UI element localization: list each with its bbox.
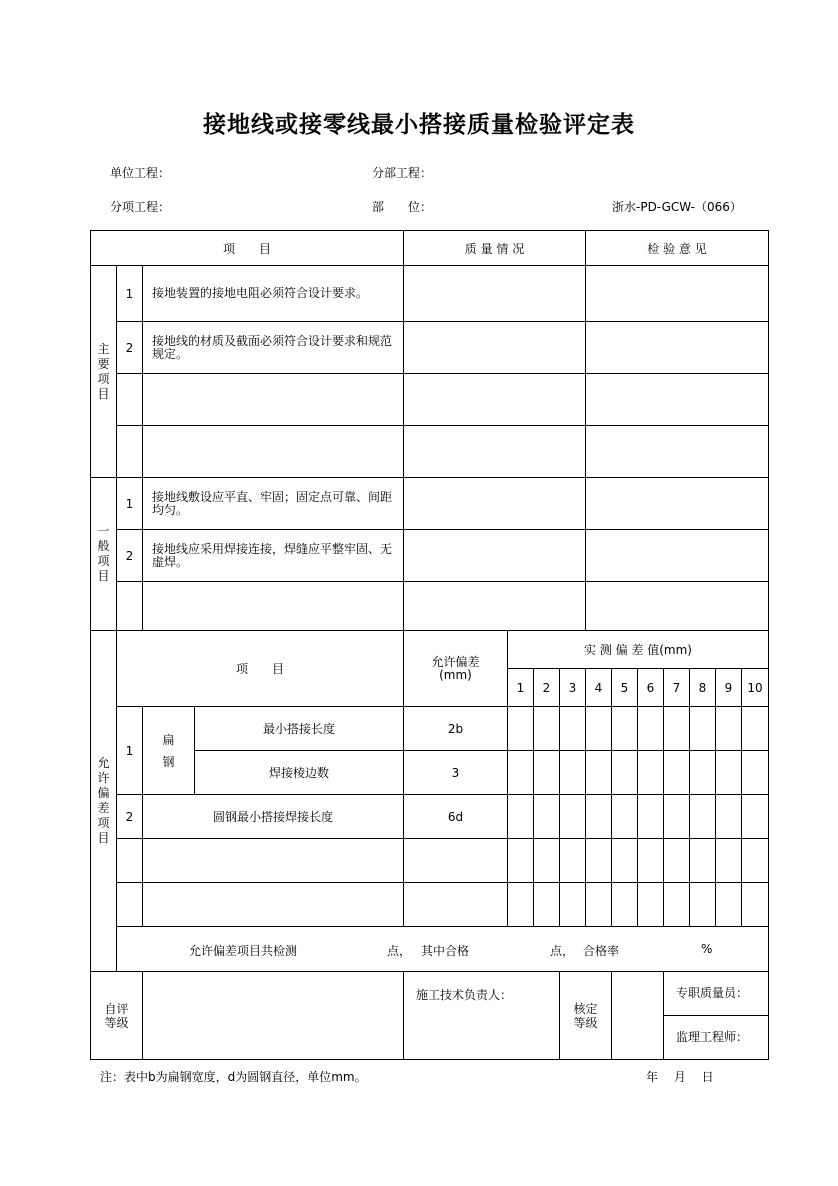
tolerance-row — [91, 795, 769, 839]
general-item-text: 接地线敷设应平直、牢固；固定点可靠、间距均匀。 — [143, 478, 404, 530]
measured-cell[interactable] — [534, 751, 560, 795]
self-grade-label: 自评 等级 — [91, 972, 143, 1060]
measured-cell[interactable] — [690, 795, 716, 839]
measured-cell[interactable] — [716, 795, 742, 839]
measured-cell[interactable] — [534, 839, 560, 883]
measured-cell[interactable] — [612, 707, 638, 751]
measured-cell[interactable] — [586, 883, 612, 927]
quality-cell[interactable] — [404, 266, 586, 322]
item-text-empty[interactable] — [143, 582, 404, 631]
location-label: 部 位： — [372, 200, 433, 214]
measured-cell[interactable] — [716, 751, 742, 795]
measure-number: 3 — [560, 669, 586, 707]
quality-cell[interactable] — [404, 322, 586, 374]
allowable-value: 6d — [404, 795, 508, 839]
main-items-group-label: 主要项目 — [91, 266, 117, 478]
measure-number: 7 — [664, 669, 690, 707]
measured-cell[interactable] — [742, 839, 769, 883]
measured-cell[interactable] — [534, 707, 560, 751]
allowable-value: 2b — [404, 707, 508, 751]
general-items-group-label: 一般项目 — [91, 478, 117, 631]
item-text-empty[interactable] — [143, 374, 404, 426]
self-grade-value[interactable] — [143, 972, 404, 1060]
measured-cell[interactable] — [638, 795, 664, 839]
measured-cell[interactable] — [560, 883, 586, 927]
measured-cell[interactable] — [638, 839, 664, 883]
main-item-row-empty — [91, 426, 769, 478]
supervisor-label: 监理工程师： — [664, 1016, 769, 1060]
measured-cell[interactable] — [690, 751, 716, 795]
verify-grade-value[interactable] — [612, 972, 664, 1060]
measured-cell[interactable] — [560, 795, 586, 839]
opinion-cell[interactable] — [586, 582, 769, 631]
main-item-row — [91, 322, 769, 374]
page-title: 接地线或接零线最小搭接质量检验评定表 — [203, 112, 635, 138]
tolerance-item-name: 最小搭接长度 — [195, 707, 404, 751]
measured-cell[interactable] — [742, 795, 769, 839]
opinion-cell[interactable] — [586, 322, 769, 374]
measured-cell[interactable] — [508, 795, 534, 839]
measured-cell[interactable] — [508, 751, 534, 795]
date-label: 年 月 日 — [646, 1070, 714, 1084]
unit-project-label: 单位工程： — [110, 166, 171, 180]
measured-cell[interactable] — [716, 883, 742, 927]
measured-cell[interactable] — [716, 839, 742, 883]
tolerance-item-header: 项 目 — [117, 631, 404, 707]
general-item-row-empty — [91, 582, 769, 631]
summary-passed-label: 其中合格 — [421, 944, 470, 958]
opinion-cell[interactable] — [586, 426, 769, 478]
row-number-empty — [117, 883, 143, 927]
tolerance-row-empty — [91, 883, 769, 927]
quality-officer-label: 专职质量员： — [664, 972, 769, 1016]
tolerance-item-name: 圆钢最小搭接焊接长度 — [143, 795, 404, 839]
row-number: 1 — [117, 266, 143, 322]
measured-cell[interactable] — [508, 839, 534, 883]
measure-number: 6 — [638, 669, 664, 707]
main-item-text: 接地装置的接地电阻必须符合设计要求。 — [143, 266, 404, 322]
item-text-empty[interactable] — [143, 839, 404, 883]
measured-cell[interactable] — [742, 751, 769, 795]
quality-column-header: 质 量 情 况 — [404, 231, 586, 266]
measured-cell[interactable] — [612, 795, 638, 839]
opinion-cell[interactable] — [586, 374, 769, 426]
row-number-empty — [117, 374, 143, 426]
row-number: 1 — [117, 478, 143, 530]
item-text-empty[interactable] — [143, 426, 404, 478]
measured-cell[interactable] — [560, 751, 586, 795]
tolerance-header-row — [91, 631, 769, 669]
sub-item-label: 分项工程： — [110, 200, 171, 214]
summary-percent-sign: % — [701, 942, 713, 956]
verify-grade-label: 核定 等级 — [560, 972, 612, 1060]
measure-number: 9 — [716, 669, 742, 707]
measured-cell[interactable] — [664, 883, 690, 927]
measured-cell[interactable] — [664, 707, 690, 751]
summary-row — [91, 927, 769, 972]
measured-cell[interactable] — [612, 883, 638, 927]
measured-cell[interactable] — [612, 751, 638, 795]
measured-cell[interactable] — [664, 839, 690, 883]
measured-cell[interactable] — [586, 751, 612, 795]
measured-cell[interactable] — [586, 707, 612, 751]
main-item-row-empty — [91, 374, 769, 426]
opinion-column-header: 检 验 意 见 — [586, 231, 769, 266]
measured-cell[interactable] — [664, 795, 690, 839]
measured-cell[interactable] — [638, 751, 664, 795]
header-row — [91, 231, 769, 266]
measured-cell[interactable] — [742, 883, 769, 927]
measured-cell[interactable] — [612, 839, 638, 883]
measure-number: 4 — [586, 669, 612, 707]
tolerance-group-label: 允许偏差项目 — [91, 631, 117, 972]
measured-cell[interactable] — [716, 707, 742, 751]
footnote: 注：表中b为扁钢宽度，d为圆钢直径，单位mm。 — [100, 1070, 367, 1084]
measure-number: 1 — [508, 669, 534, 707]
summary-total-label: 允许偏差项目共检测 — [189, 944, 298, 958]
item-text-empty[interactable] — [143, 883, 404, 927]
main-item-text: 接地线的材质及截面必须符合设计要求和规范规定。 — [143, 322, 404, 374]
measured-cell[interactable] — [586, 795, 612, 839]
row-number: 2 — [117, 795, 143, 839]
measure-number: 8 — [690, 669, 716, 707]
opinion-cell[interactable] — [586, 530, 769, 582]
tolerance-row-empty — [91, 839, 769, 883]
measured-cell[interactable] — [690, 707, 716, 751]
form-code: 浙水-PD-GCW-（066） — [612, 200, 742, 214]
allowable-deviation-header: 允许偏差 (mm) — [404, 631, 508, 707]
row-number-empty — [117, 426, 143, 478]
inspection-table — [90, 230, 769, 1060]
row-number: 2 — [117, 322, 143, 374]
measured-cell[interactable] — [638, 707, 664, 751]
measured-cell[interactable] — [560, 839, 586, 883]
measure-number: 2 — [534, 669, 560, 707]
summary-points-unit: 点， — [387, 944, 412, 958]
flat-steel-label: 扁钢 — [143, 707, 195, 795]
allowable-empty[interactable] — [404, 883, 508, 927]
measured-cell[interactable] — [534, 883, 560, 927]
opinion-cell[interactable] — [586, 266, 769, 322]
main-item-row — [91, 266, 769, 322]
measured-cell[interactable] — [638, 883, 664, 927]
tech-lead-label: 施工技术负责人： — [404, 972, 560, 1060]
tolerance-row — [91, 707, 769, 751]
measured-cell[interactable] — [742, 707, 769, 751]
measured-cell[interactable] — [690, 883, 716, 927]
summary-pass-rate-label: 合格率 — [583, 944, 620, 958]
quality-cell[interactable] — [404, 478, 586, 530]
measure-number: 5 — [612, 669, 638, 707]
general-item-row — [91, 478, 769, 530]
tolerance-item-name: 焊接棱边数 — [195, 751, 404, 795]
row-number-empty — [117, 582, 143, 631]
measure-number: 10 — [742, 669, 769, 707]
signoff-row — [91, 972, 769, 1016]
measured-cell[interactable] — [534, 795, 560, 839]
sub-division-label: 分部工程： — [372, 166, 433, 180]
measured-cell[interactable] — [664, 751, 690, 795]
measured-cell[interactable] — [586, 839, 612, 883]
measured-cell[interactable] — [508, 883, 534, 927]
quality-cell[interactable] — [404, 530, 586, 582]
general-item-row — [91, 530, 769, 582]
quality-cell[interactable] — [404, 582, 586, 631]
measured-cell[interactable] — [690, 839, 716, 883]
quality-cell[interactable] — [404, 374, 586, 426]
summary-points-unit-2: 点， — [550, 944, 575, 958]
allowable-empty[interactable] — [404, 839, 508, 883]
measured-cell[interactable] — [560, 707, 586, 751]
quality-cell[interactable] — [404, 426, 586, 478]
general-item-text: 接地线应采用焊接连接，焊缝应平整牢固、无虚焊。 — [143, 530, 404, 582]
row-number-empty — [117, 839, 143, 883]
summary-cell — [117, 927, 769, 972]
item-column-header: 项 目 — [91, 231, 404, 266]
measured-cell[interactable] — [508, 707, 534, 751]
row-number: 2 — [117, 530, 143, 582]
allowable-value: 3 — [404, 751, 508, 795]
measured-deviation-header: 实 测 偏 差 值(mm) — [508, 631, 769, 669]
opinion-cell[interactable] — [586, 478, 769, 530]
row-number: 1 — [117, 707, 143, 795]
